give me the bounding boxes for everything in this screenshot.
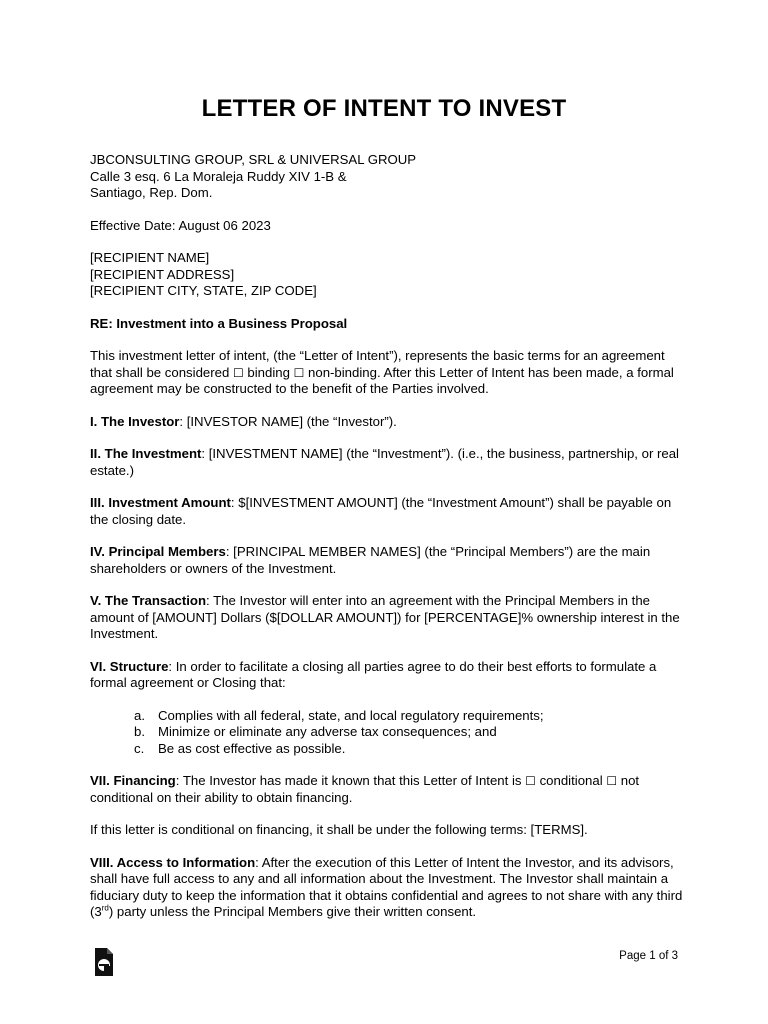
list-item xyxy=(134,724,690,741)
recipient-name: [RECIPIENT NAME] xyxy=(90,250,210,265)
section-access-text-1: : After the execution of this Letter of Intent the Investor, and its advisors, shall have full access to any and all information about the Investment. The Investor shall maintain a fiduciary duty to keep the information that it obtains confidential and agrees to not share with any third (3 xyxy=(90,854,683,919)
list-item-text: Minimize or eliminate any adverse tax consequences; and xyxy=(158,724,497,739)
intro-text-2: non-binding. After this Letter of Intent has been made, a formal agreement may be constructed to the benefit of the Parties involved. xyxy=(90,364,674,396)
section-financing-heading: VII. Financing xyxy=(90,773,176,788)
intro-paragraph xyxy=(90,348,690,398)
list-item-text: Complies with all federal, state, and local regulatory requirements; xyxy=(158,707,544,723)
section-structure-text: : In order to facilitate a closing all parties agree to do their best efforts to formulate a formal agreement or Closing that: xyxy=(90,658,657,690)
section-members xyxy=(90,544,690,577)
recipient-address: [RECIPIENT ADDRESS] xyxy=(90,266,235,282)
section-access xyxy=(90,855,690,921)
binding-label: binding xyxy=(243,364,294,380)
list-marker: c. xyxy=(134,740,145,756)
document-e-icon xyxy=(93,947,115,977)
recipient-city: [RECIPIENT CITY, STATE, ZIP CODE] xyxy=(90,283,317,298)
document-body xyxy=(90,152,690,937)
re-line-text: RE: Investment into a Business Proposal xyxy=(90,315,348,331)
list-item xyxy=(134,741,690,758)
sender-address xyxy=(90,152,690,202)
section-amount-heading: III. Investment Amount xyxy=(90,495,231,510)
list-item-text: Be as cost effective as possible. xyxy=(158,740,346,756)
section-transaction xyxy=(90,593,690,643)
ordinal-suffix: rd xyxy=(101,903,109,913)
section-investor-text: : [INVESTOR NAME] (the “Investor”). xyxy=(179,413,397,429)
section-investor-heading: I. The Investor xyxy=(90,413,180,429)
section-transaction-text: : The Investor will enter into an agreement with the Principal Members in the amount of [AMOUNT] Dollars ($[DOLLAR AMOUNT]) for [PERCENTAGE]% ownership interest in the Investment. xyxy=(90,593,680,641)
re-line xyxy=(90,316,690,333)
intro-text-1: This investment letter of intent, (the “Letter of Intent”), represents the basic terms for an agreement that shall be considered xyxy=(90,348,665,380)
section-investor xyxy=(90,414,690,431)
financing-terms: If this letter is conditional on financing, it shall be under the following terms: [TERMS]. xyxy=(90,822,588,837)
page-number: Page 1 of 3 xyxy=(619,950,678,962)
list-marker: a. xyxy=(134,707,145,723)
list-marker: b. xyxy=(134,724,145,739)
section-financing xyxy=(90,773,690,806)
non-binding-checkbox[interactable]: ☐ xyxy=(293,365,305,380)
section-structure-heading: VI. Structure xyxy=(90,658,169,674)
section-financing-text-1: : The Investor has made it known that this Letter of Intent is xyxy=(175,773,526,788)
section-members-heading: IV. Principal Members xyxy=(90,544,226,559)
section-members-text: : [PRINCIPAL MEMBER NAMES] (the “Principal Members”) are the main shareholders or owners of the Investment. xyxy=(90,544,651,576)
section-access-text-2: ) party unless the Principal Members give their written consent. xyxy=(108,904,477,919)
section-investment xyxy=(90,446,690,479)
sender-line-3: Santiago, Rep. Dom. xyxy=(90,185,213,200)
section-financing-text-2: not conditional on their ability to obtain financing. xyxy=(90,773,640,805)
document-title: LETTER OF INTENT TO INVEST xyxy=(201,95,567,122)
structure-list xyxy=(90,708,690,758)
list-item xyxy=(134,708,690,725)
sender-line-1: JBCONSULTING GROUP, SRL & UNIVERSAL GROUP xyxy=(90,152,417,167)
not-conditional-checkbox[interactable]: ☐ xyxy=(606,774,618,788)
effective-date: Effective Date: August 06 2023 xyxy=(90,217,271,233)
sender-line-2: Calle 3 esq. 6 La Moraleja Ruddy XIV 1-B & xyxy=(90,168,347,184)
section-investment-text: : [INVESTMENT NAME] (the “Investment”). (i.e., the business, partnership, or real estate.) xyxy=(90,446,679,478)
conditional-label: conditional xyxy=(535,773,607,788)
section-amount-text: : $[INVESTMENT AMOUNT] (the “Investment Amount”) shall be payable on the closing date. xyxy=(90,495,672,527)
section-structure xyxy=(90,659,690,692)
binding-checkbox[interactable]: ☐ xyxy=(232,365,244,380)
conditional-checkbox[interactable]: ☐ xyxy=(525,774,536,788)
section-access-heading: VIII. Access to Information xyxy=(90,854,256,870)
section-amount xyxy=(90,495,690,528)
section-transaction-heading: V. The Transaction xyxy=(90,593,207,608)
section-investment-heading: II. The Investment xyxy=(90,446,202,461)
recipient-block xyxy=(90,250,690,300)
